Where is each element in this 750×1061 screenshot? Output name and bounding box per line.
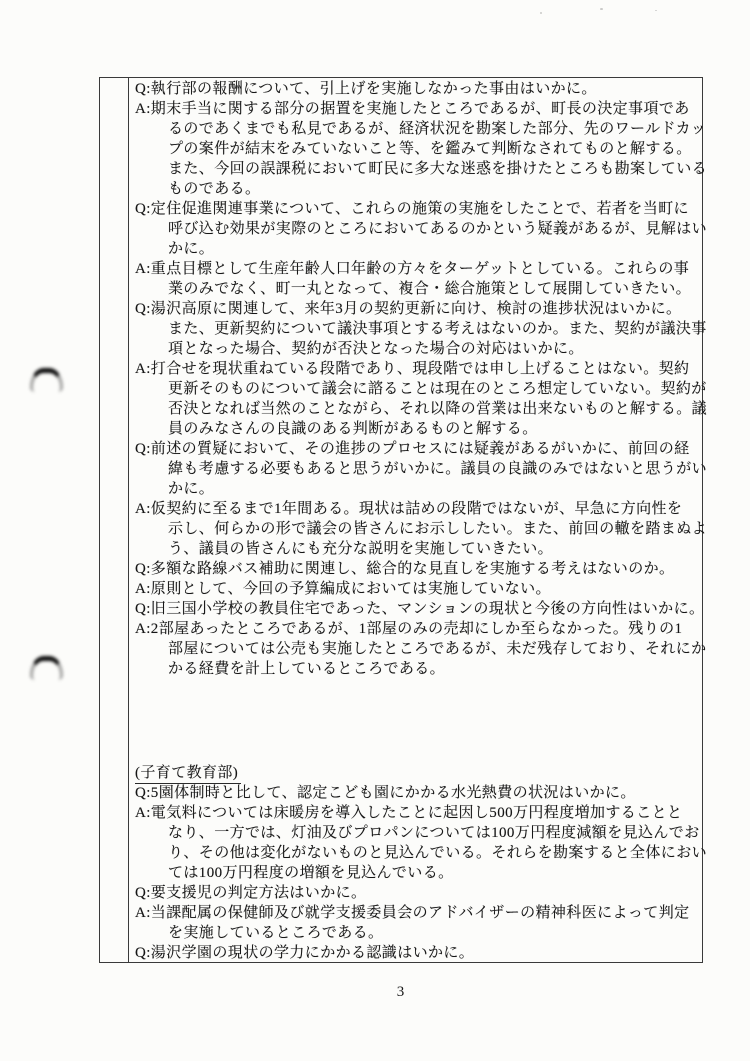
- answer-line: A:当課配属の保健師及び就学支援委員会のアドバイザーの精神科医によって判定: [135, 904, 690, 921]
- qa-line-continuation: 部屋については公売も実施したところであるが、未だ残存しており、それにか: [168, 640, 707, 657]
- question-line: Q:旧三国小学校の教員住宅であった、マンションの現状と今後の方向性はいかに。: [135, 600, 705, 617]
- question-line: Q:執行部の報酬について、引上げを実施しなかった事由はいかに。: [135, 80, 597, 97]
- qa-line-continuation: 示し、何らかの形で議会の皆さんにお示ししたい。また、前回の轍を踏まぬよ: [168, 520, 708, 537]
- scan-speck: [540, 12, 542, 14]
- hole-punch-mark-bottom: [30, 656, 63, 680]
- left-column-rule: [128, 78, 129, 962]
- qa-line-continuation: かに。: [168, 240, 215, 257]
- qa-line-continuation: ては100万円程度の増額を見込んでいる。: [168, 864, 454, 881]
- qa-line-continuation: かに。: [168, 480, 215, 497]
- answer-line: A:重点目標として生産年齢人口年齢の方々をターゲットとしている。これらの事: [135, 260, 690, 277]
- qa-line-continuation: かる経費を計上しているところである。: [168, 660, 446, 677]
- qa-line-continuation: ものである。: [168, 180, 261, 197]
- scan-speck: [600, 8, 603, 10]
- question-line: Q:多額な路線バス補助に関連し、総合的な見直しを実施する考えはないのか。: [135, 560, 675, 577]
- qa-content: [135, 79, 708, 963]
- hole-punch-mark-top: [30, 368, 63, 392]
- page-number: 3: [396, 984, 406, 1000]
- qa-section-general: [135, 79, 708, 679]
- answer-line: A:2部屋あったところであるが、1部屋のみの売却にしか至らなかった。残りの1: [135, 620, 683, 637]
- scan-speck: [655, 10, 657, 11]
- qa-line-continuation: 緯も考慮する必要もあると思うがいかに。議員の良識のみではないと思うがい: [168, 460, 708, 477]
- qa-line-continuation: 否決となれば当然のことながら、それ以降の営業は出来ないものと解する。議: [168, 400, 708, 417]
- minutes-border-box: [99, 77, 708, 963]
- qa-line-continuation: プの案件が結末をみていないこと等、を鑑みて判断なされてものと解する。: [168, 140, 692, 157]
- qa-line-continuation: 更新そのものについて議会に諮ることは現在のところ想定していない。契約が: [168, 380, 707, 397]
- qa-line-continuation: なり、一方では、灯油及びプロパンについては100万円程度減額を見込んでお: [168, 824, 700, 841]
- qa-line-continuation: 呼び込む効果が実際のところにおいてあるのかという疑義があるが、見解はい: [168, 220, 708, 237]
- qa-line-continuation: り、その他は変化がないものと見込んでいる。それらを勘案すると全体におい: [168, 844, 708, 861]
- question-line: Q:要支援児の判定方法はいかに。: [135, 884, 367, 901]
- question-line: Q:湯沢学園の現状の学力にかかる認識はいかに。: [135, 944, 475, 961]
- question-line: Q:5園体制時と比して、認定こども園にかかる水光熱費の状況はいかに。: [135, 784, 636, 801]
- qa-line-continuation: また、更新契約について議決事項とする考えはないのか。また、契約が議決事: [168, 320, 707, 337]
- qa-line-continuation: を実施しているところである。: [168, 924, 384, 941]
- answer-line: A:仮契約に至るまで1年間ある。現状は詰めの段階ではないが、早急に方向性を: [135, 500, 683, 517]
- qa-section-kosodate-kyoiku: [135, 763, 708, 963]
- qa-line-continuation: るのであくまでも私見であるが、経済状況を勘案した部分、先のワールドカッ: [168, 120, 707, 137]
- answer-line: A:打合せを現状重ねている段階であり、現段階では申し上げることはない。契約: [135, 360, 690, 377]
- qa-line-continuation: また、今回の誤課税において町民に多大な迷惑を掛けたところも勘案している: [168, 160, 708, 177]
- qa-line-continuation: 項となった場合、契約が否決となった場合の対応はいかに。: [168, 340, 584, 357]
- answer-line: A:期末手当に関する部分の据置を実施したところであるが、町長の決定事項であ: [135, 100, 690, 117]
- answer-line: A:原則として、今回の予算編成においては実施していない。: [135, 580, 551, 597]
- qa-line-continuation: う、議員の皆さんにも充分な説明を実施していきたい。: [168, 540, 554, 557]
- answer-line: A:電気料については床暖房を導入したことに起因し500万円程度増加することと: [135, 804, 683, 821]
- section-header: [135, 763, 697, 783]
- question-line: Q:前述の質疑において、その進捗のプロセスには疑義があるがいかに、前回の経: [135, 440, 690, 457]
- qa-line-continuation: 業のみでなく、町一丸となって、複合・総合施策として展開していきたい。: [168, 280, 692, 297]
- qa-line-continuation: 員のみなさんの良識のある判断があるものと解する。: [168, 420, 538, 437]
- section-header-text: (子育て教育部): [135, 763, 241, 784]
- question-line: Q:定住促進関連事業について、これらの施策の実施をしたことで、若者を当町に: [135, 200, 689, 217]
- question-line: Q:湯沢高原に関連して、来年3月の契約更新に向け、検討の進捗状況はいかに。: [135, 300, 682, 317]
